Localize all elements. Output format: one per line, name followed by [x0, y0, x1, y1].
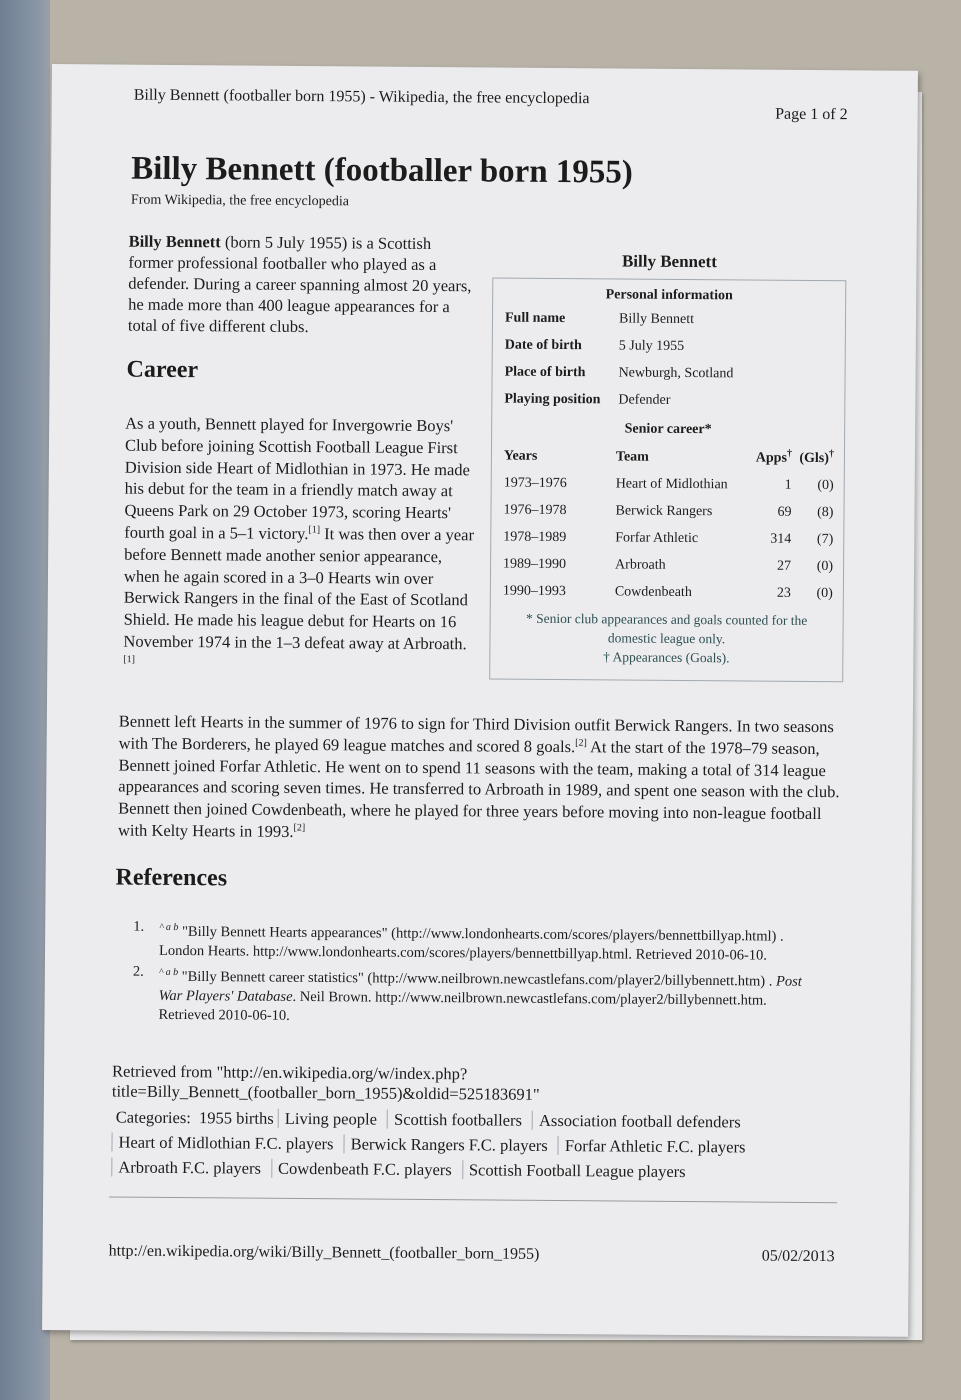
career-years: 1973–1976: [503, 475, 567, 492]
career-goals: (0): [816, 586, 833, 602]
career-table-row: [503, 503, 833, 530]
career-heading: Career: [126, 356, 199, 384]
category-link[interactable]: Association football defenders: [532, 1111, 747, 1132]
career-years: 1976–1978: [503, 502, 567, 519]
category-link[interactable]: Living people: [278, 1109, 383, 1129]
infobox-footnotes: [490, 608, 842, 668]
career-p1-text-b: It was then over a year before Bennett made another senior appearance, when he again scored in a 3–0 Hearts win over Berwick Rangers in the final of the East of Scotland Shield. He made his league debut for Hearts on 16 November 1974 in the 1–3 defeat away at Arbroath.: [123, 524, 475, 654]
print-footer-url: http://en.wikipedia.org/wiki/Billy_Bennett_(footballer_born_1955): [108, 1242, 540, 1263]
citation-link[interactable]: [1]: [123, 653, 136, 665]
infobox-label: Full name: [504, 310, 566, 327]
career-team-link[interactable]: Berwick Rangers: [615, 503, 713, 520]
page-title: Billy Bennett (footballer born 1955): [131, 150, 634, 191]
backlink-caret[interactable]: ^ a b: [158, 966, 179, 978]
citation-link[interactable]: [2]: [575, 737, 587, 749]
citation-link[interactable]: [1]: [308, 524, 321, 536]
backlink-caret[interactable]: ^ a b: [159, 921, 179, 934]
career-p1-text-a: As a youth, Bennett played for Invergowrie Boys' Club before joining Scottish Football League First Division side Heart of Midlothian in 1973. He made his debut for the team in a friendly match away at Queens Park on 29 October 1973, scoring Hearts' fourth goal in a 5–1 victory.: [124, 413, 470, 544]
col-apps-header: Apps†: [755, 448, 793, 466]
reference-text: "Billy Bennett Hearts appearances" (http://www.londonhearts.com/scores/players/bennettbillyap.html) . London Hearts. http://www.londonhearts.com/scores/players/bennettbillyap.html. Retrieved 2010-06-10.: [158, 923, 784, 964]
col-team-header: Team: [615, 449, 649, 465]
col-years-header: Years: [503, 448, 538, 464]
infobox-row-full-name: [505, 311, 835, 338]
career-apps: 27: [777, 558, 792, 574]
career-p2-text-b: At the start of the 1978–79 season, Bennett joined Forfar Athletic. He went on to spend 11 seasons with the team, making a total of 314 league appearances and scoring seven times. He transferred to Arbroath in 1989, and spent one season with the club. Bennett then joined Cowdenbeath, where he played for three years before moving into non-league football with Kelty Hearts in 1993.: [117, 737, 840, 841]
career-team-link[interactable]: Forfar Athletic: [615, 530, 699, 547]
infobox: [489, 277, 846, 682]
category-link[interactable]: Scottish Football League players: [462, 1160, 692, 1181]
references-heading: References: [115, 864, 228, 892]
categories-box: [111, 1105, 852, 1186]
infobox-value: Newburgh, Scotland: [618, 365, 734, 382]
career-apps: 314: [770, 531, 792, 547]
intro-bold-name: Billy Bennett: [128, 231, 221, 252]
career-table-row: [503, 557, 833, 584]
career-goals: (7): [816, 532, 834, 548]
category-link[interactable]: Scottish footballers: [387, 1110, 528, 1130]
retrieved-from: Retrieved from "http://en.wikipedia.org/w/index.php?title=Billy_Bennett_(footballer_born_1955)&oldid=525183691": [111, 1061, 540, 1104]
reference-publication: Post War Players' Database: [158, 973, 802, 1005]
infobox-value: Defender: [618, 392, 671, 408]
col-goals-header: (Gls)†: [799, 448, 835, 467]
career-years: 1989–1990: [503, 556, 567, 573]
references-list: [132, 918, 813, 1032]
print-header-page-number: Page 1 of 2: [775, 105, 848, 124]
intro-text: (born 5 July 1955) is a Scottish former professional footballer who played as a defender. During a career spanning almost 20 years, he made more than 400 league appearances for a total of five different clubs.: [127, 232, 472, 337]
category-link[interactable]: 1955 births: [198, 1108, 274, 1128]
infobox-footnote-appearances: † Appearances (Goals).: [603, 649, 730, 666]
career-apps: 1: [784, 477, 792, 493]
reference-text-tail: . Neil Brown. http://www.neilbrown.newcastlefans.com/player2/billybennett.htm. Retrieved 2010-06-10.: [158, 988, 767, 1024]
career-team-link[interactable]: Cowdenbeath: [614, 584, 692, 601]
career-table-row: [504, 476, 834, 503]
print-header-title: Billy Bennett (footballer born 1955) - Wikipedia, the free encyclopedia: [133, 86, 590, 108]
infobox-caption: Billy Bennett: [621, 251, 717, 272]
infobox-row-date-of-birth: [505, 338, 835, 365]
intro-paragraph: [128, 231, 474, 339]
career-years: 1978–1989: [503, 529, 567, 546]
reference-text: "Billy Bennett career statistics" (http://www.neilbrown.newcastlefans.com/player2/billybennett.htm) .: [181, 968, 777, 990]
career-paragraph-2: [118, 711, 849, 848]
reference-item: [132, 962, 812, 1029]
career-table-header: [504, 449, 834, 476]
career-table-row: [503, 530, 833, 557]
category-link[interactable]: Cowdenbeath F.C. players: [271, 1159, 458, 1179]
footer-divider: [109, 1196, 837, 1203]
career-goals: (0): [817, 478, 834, 494]
career-apps: 23: [776, 585, 791, 601]
infobox-senior-career-heading: Senior career*: [624, 421, 712, 438]
career-goals: (8): [817, 505, 834, 521]
infobox-row-place-of-birth: [504, 365, 834, 392]
career-table-row: [503, 584, 833, 611]
career-years: 1990–1993: [502, 583, 566, 600]
categories-label: Categories:: [115, 1107, 191, 1128]
reference-number: 1.: [133, 918, 145, 935]
infobox-personal-heading: Personal information: [605, 287, 733, 304]
infobox-label: Playing position: [504, 391, 601, 408]
career-team-link[interactable]: Heart of Midlothian: [615, 476, 728, 493]
infobox-label: Date of birth: [504, 337, 582, 354]
career-team-link[interactable]: Arbroath: [615, 557, 666, 573]
category-link[interactable]: Forfar Athletic F.C. players: [558, 1136, 752, 1157]
career-goals: (0): [816, 559, 834, 575]
printed-page: [42, 64, 918, 1337]
career-paragraph-1: [123, 413, 477, 677]
career-p2-text-a: Bennett left Hearts in the summer of 1976 to sign for Third Division outfit Berwick Rangers. In two seasons with The Borderers, he played 69 league matches and scored 8 goals.: [118, 711, 834, 756]
infobox-value: 5 July 1955: [618, 338, 685, 354]
print-footer-date: 05/02/2013: [761, 1247, 835, 1266]
career-apps: 69: [777, 504, 792, 520]
category-link[interactable]: Heart of Midlothian F.C. players: [111, 1133, 339, 1154]
citation-link[interactable]: [2]: [293, 822, 306, 834]
reference-item: [133, 918, 813, 966]
category-link[interactable]: Berwick Rangers F.C. players: [344, 1134, 554, 1155]
page-subtitle: From Wikipedia, the free encyclopedia: [130, 192, 350, 210]
infobox-value: Billy Bennett: [618, 311, 695, 328]
category-link[interactable]: Arbroath F.C. players: [111, 1158, 267, 1178]
reference-number: 2.: [132, 963, 144, 980]
infobox-row-playing-position: [504, 392, 834, 419]
infobox-footnote-senior: * Senior club appearances and goals counted for the domestic league only.: [526, 610, 808, 647]
infobox-label: Place of birth: [504, 364, 586, 381]
